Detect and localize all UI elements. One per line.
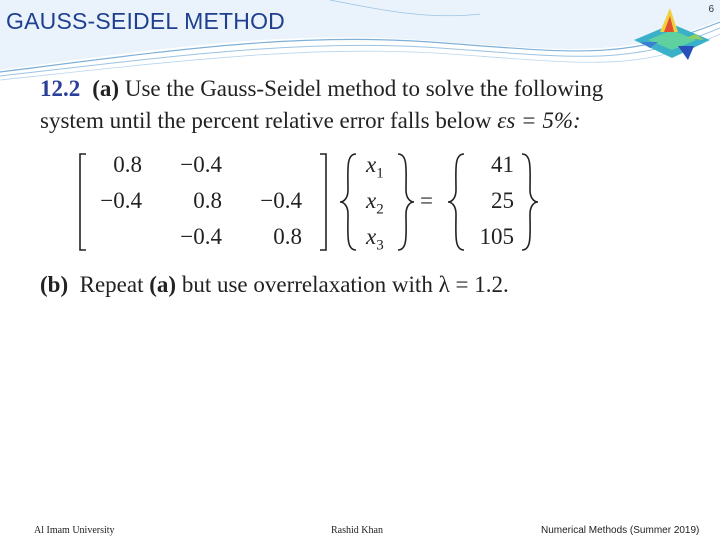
matrix-cell-r2c2: 0.8 [193, 188, 222, 213]
matrix-cell-r1c1: 0.8 [113, 152, 142, 177]
matrix-cell-r3c3: 0.8 [273, 224, 302, 249]
matrix-cell-r3c2: −0.4 [180, 224, 222, 249]
unknown-x2: $x_2$ [366, 188, 384, 218]
part-b-label: (b) [40, 272, 69, 297]
problem-statement-line-1 [40, 76, 603, 102]
equals-sign: = [420, 188, 433, 213]
problem-text-line-1: Use the Gauss-Seidel method to solve the following [124, 76, 604, 101]
unknown-x1: $x_1$ [366, 152, 384, 182]
surface-plot-image [630, 2, 714, 68]
matrix-cell-r2c3: −0.4 [260, 188, 302, 213]
unknown-x3: $x_3$ [366, 224, 384, 254]
problem-text-line-2: system until the percent relative error falls below [40, 108, 492, 133]
slide-number: 6 [708, 4, 714, 15]
footer-course: Numerical Methods (Summer 2019) [541, 525, 700, 536]
part-a-label: (a) [92, 76, 120, 101]
error-criterion: εs = 5%: [497, 108, 581, 133]
problem-number: 12.2 [40, 76, 81, 101]
part-b-text: Repeat [79, 272, 144, 297]
problem-statement-line-2 [40, 108, 581, 134]
part-b-rest: but use overrelaxation with λ = 1.2. [181, 272, 509, 297]
matrix-equation [76, 150, 546, 254]
footer-author: Rashid Khan [331, 525, 383, 536]
rhs-value-1: 41 [491, 152, 514, 177]
matrix-cell-r1c2: −0.4 [180, 152, 222, 177]
slide-title: GAUSS-SEIDEL METHOD [6, 8, 285, 34]
footer-institution: Al Imam University [34, 525, 115, 536]
part-b-reference: (a) [149, 272, 177, 297]
part-b-statement [40, 272, 509, 298]
rhs-value-2: 25 [491, 188, 514, 213]
matrix-cell-r2c1: −0.4 [100, 188, 142, 213]
rhs-value-3: 105 [479, 224, 514, 249]
